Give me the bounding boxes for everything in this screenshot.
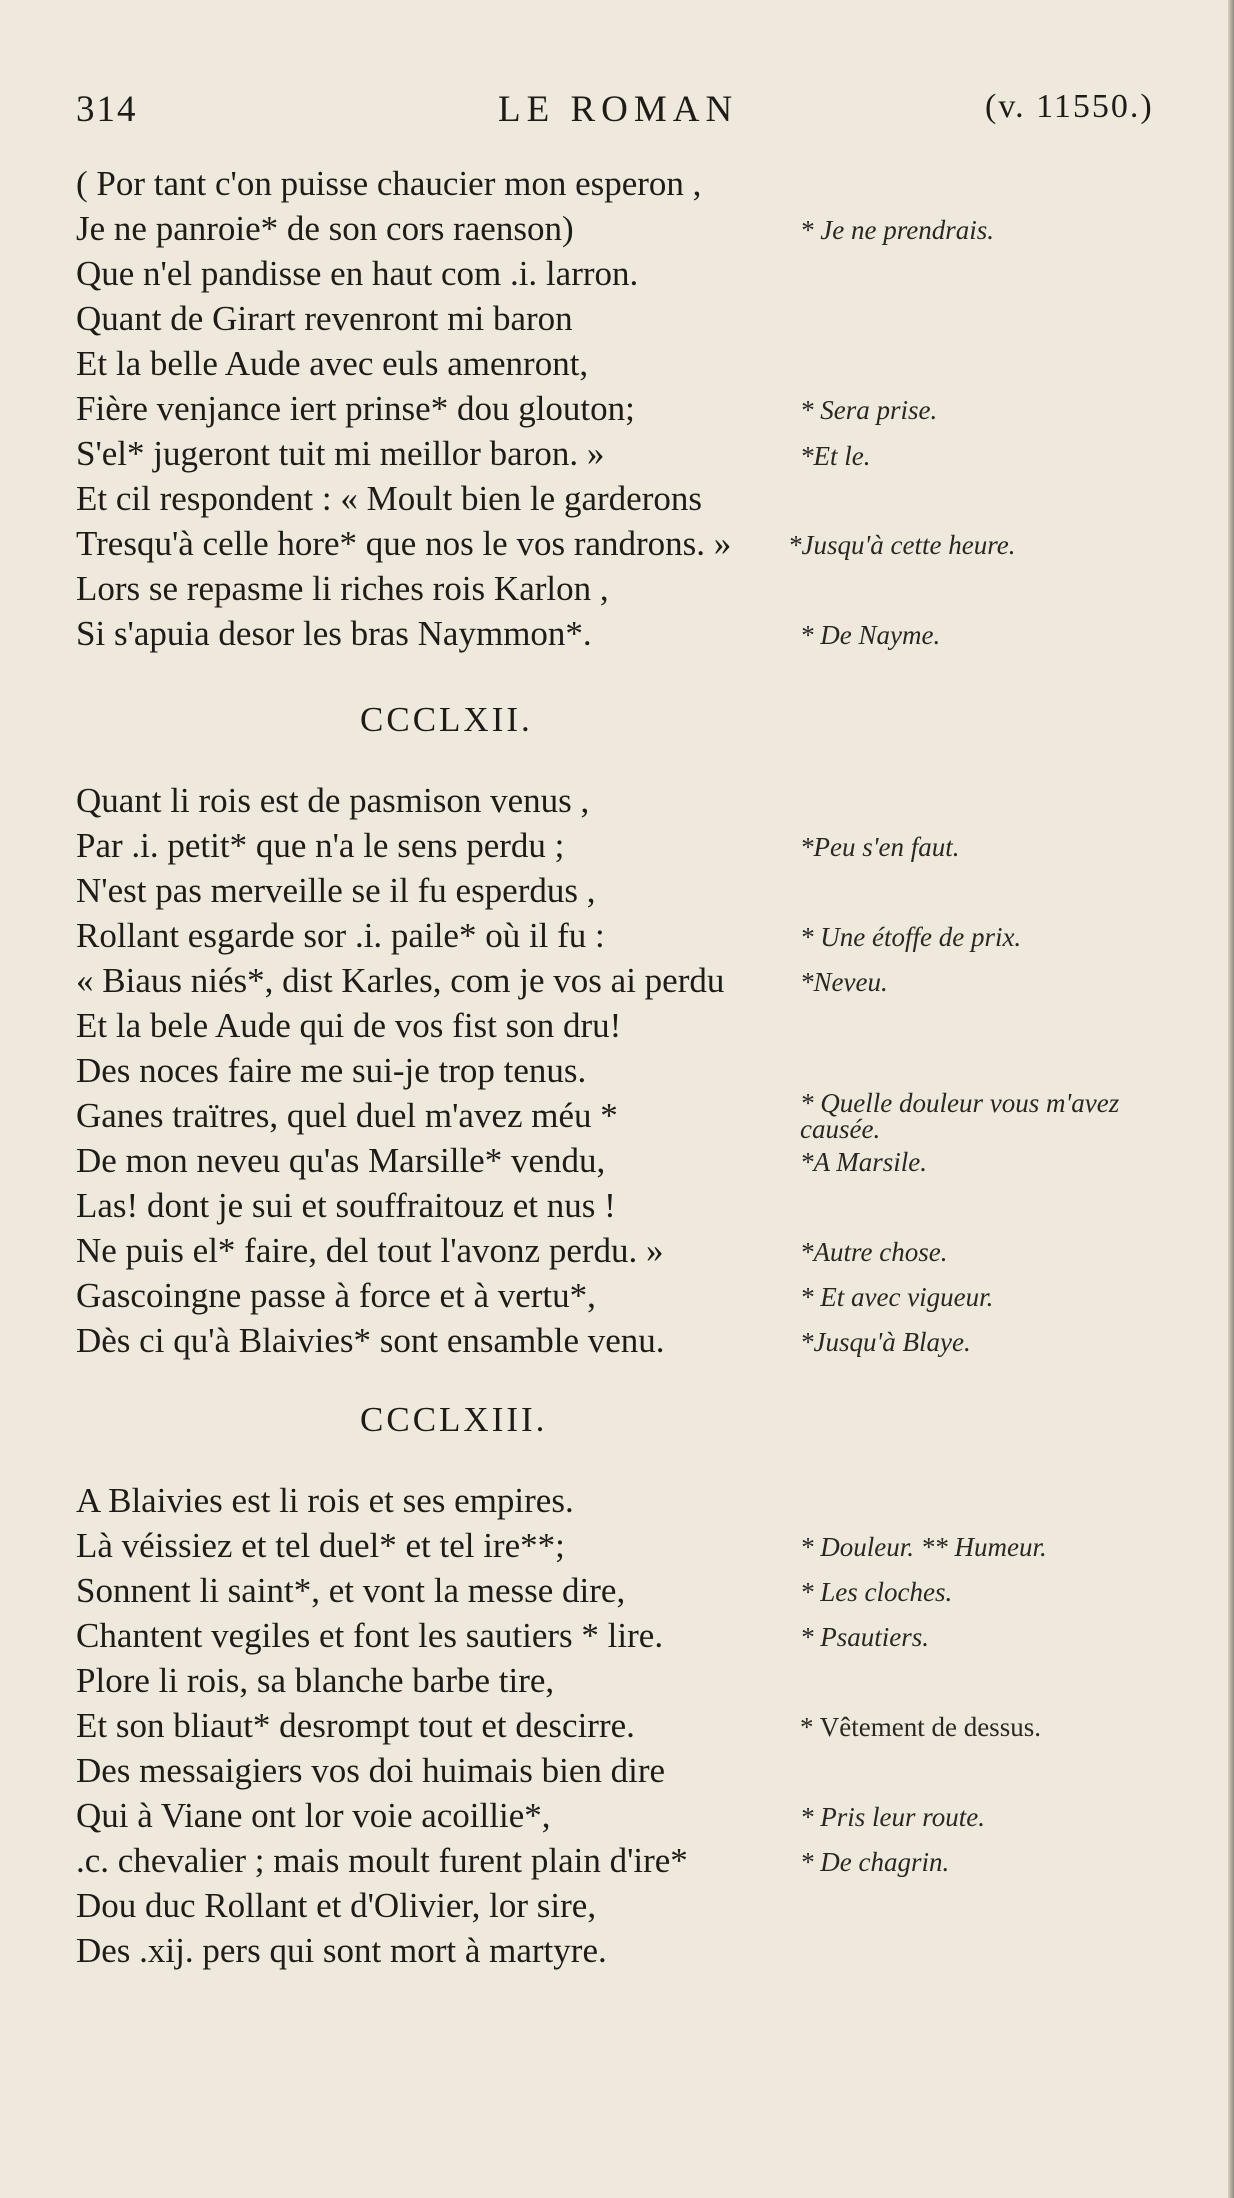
margin-gloss: * Une étoffe de prix. — [800, 922, 1022, 952]
margin-gloss: * De Nayme. — [800, 620, 941, 650]
verse-line: Gascoingne passe à force et à vertu*, — [76, 1276, 596, 1315]
margin-gloss: *A Marsile. — [800, 1147, 927, 1177]
verse-line: Tresqu'à celle hore* que nos le vos randrons. » — [76, 524, 732, 563]
margin-gloss: *Autre chose. — [800, 1237, 948, 1267]
verse-line: Qui à Viane ont lor voie acoillie*, — [76, 1796, 551, 1835]
verse-line: N'est pas merveille se il fu esperdus , — [76, 871, 596, 910]
margin-gloss: *Peu s'en faut. — [800, 832, 960, 862]
verse-line: Sonnent li saint*, et vont la messe dire, — [76, 1571, 626, 1610]
margin-gloss: * Vêtement de dessus. — [800, 1712, 1041, 1742]
verse-line: Dès ci qu'à Blaivies* sont ensamble venu. — [76, 1321, 665, 1360]
verse-line: Lors se repasme li riches rois Karlon , — [76, 569, 609, 608]
verse-line: A Blaivies est li rois et ses empires. — [76, 1481, 574, 1520]
margin-gloss: *Neveu. — [800, 967, 888, 997]
verse-line: Ganes traïtres, quel duel m'avez méu * — [76, 1096, 618, 1135]
margin-gloss: *Et le. — [800, 441, 871, 471]
verse-line: ( Por tant c'on puisse chaucier mon esperon , — [76, 164, 702, 203]
margin-gloss: * Pris leur route. — [800, 1802, 985, 1832]
verse-line: S'el* jugeront tuit mi meillor baron. » — [76, 434, 605, 473]
verse-reference: (v. 11550.) — [985, 88, 1154, 125]
section-heading: CCCLXII. — [360, 700, 533, 739]
verse-line: Ne puis el* faire, del tout l'avonz perdu. » — [76, 1231, 664, 1270]
verse-line: Et cil respondent : « Moult bien le garderons — [76, 479, 702, 518]
verse-line: Plore li rois, sa blanche barbe tire, — [76, 1661, 555, 1700]
verse-line: Et la belle Aude avec euls amenront, — [76, 344, 589, 383]
margin-gloss: * Quelle douleur vous m'avez causée. — [800, 1088, 1120, 1144]
margin-gloss: * Douleur. ** Humeur. — [800, 1532, 1047, 1562]
margin-gloss: * Psautiers. — [800, 1622, 930, 1652]
verse-line: Las! dont je sui et souffraitouz et nus ! — [76, 1186, 616, 1225]
verse-line: Quant de Girart revenront mi baron — [76, 299, 573, 338]
verse-line: Que n'el pandisse en haut com .i. larron. — [76, 254, 639, 293]
verse-line: De mon neveu qu'as Marsille* vendu, — [76, 1141, 606, 1180]
margin-gloss: * Sera prise. — [800, 395, 938, 425]
verse-line: Des noces faire me sui-je trop tenus. — [76, 1051, 587, 1090]
verse-line: Des .xij. pers qui sont mort à martyre. — [76, 1931, 607, 1970]
margin-gloss: *Jusqu'à cette heure. — [788, 530, 1016, 560]
section-heading: CCCLXIII. — [360, 1400, 548, 1439]
page-number: 314 — [76, 89, 138, 130]
verse-line: Dou duc Rollant et d'Olivier, lor sire, — [76, 1886, 597, 1925]
verse-line: .c. chevalier ; mais moult furent plain d'ire* — [76, 1841, 688, 1880]
running-title: LE ROMAN — [498, 89, 739, 130]
verse-line: Là véissiez et tel duel* et tel ire**; — [76, 1526, 565, 1565]
page-header — [0, 88, 1234, 138]
verse-line: Des messaigiers vos doi huimais bien dire — [76, 1751, 666, 1790]
margin-gloss: * Les cloches. — [800, 1577, 953, 1607]
verse-line: Par .i. petit* que n'a le sens perdu ; — [76, 826, 565, 865]
margin-gloss: * Je ne prendrais. — [800, 215, 994, 245]
margin-gloss: *Jusqu'à Blaye. — [800, 1327, 971, 1357]
verse-line: Quant li rois est de pasmison venus , — [76, 781, 590, 820]
verse-line: Fière venjance iert prinse* dou glouton; — [76, 389, 635, 428]
verse-line: Et la bele Aude qui de vos fist son dru! — [76, 1006, 622, 1045]
verse-line: Et son bliaut* desrompt tout et descirre. — [76, 1706, 635, 1745]
margin-gloss: * Et avec vigueur. — [800, 1282, 994, 1312]
verse-line: Si s'apuia desor les bras Naymmon*. — [76, 614, 592, 653]
verse-line: Rollant esgarde sor .i. paile* où il fu : — [76, 916, 605, 955]
verse-line: « Biaus niés*, dist Karles, com je vos ai perdu — [76, 961, 725, 1000]
margin-gloss: * De chagrin. — [800, 1847, 950, 1877]
verse-line: Je ne panroie* de son cors raenson) — [76, 209, 574, 248]
verse-line: Chantent vegiles et font les sautiers * lire. — [76, 1616, 664, 1655]
